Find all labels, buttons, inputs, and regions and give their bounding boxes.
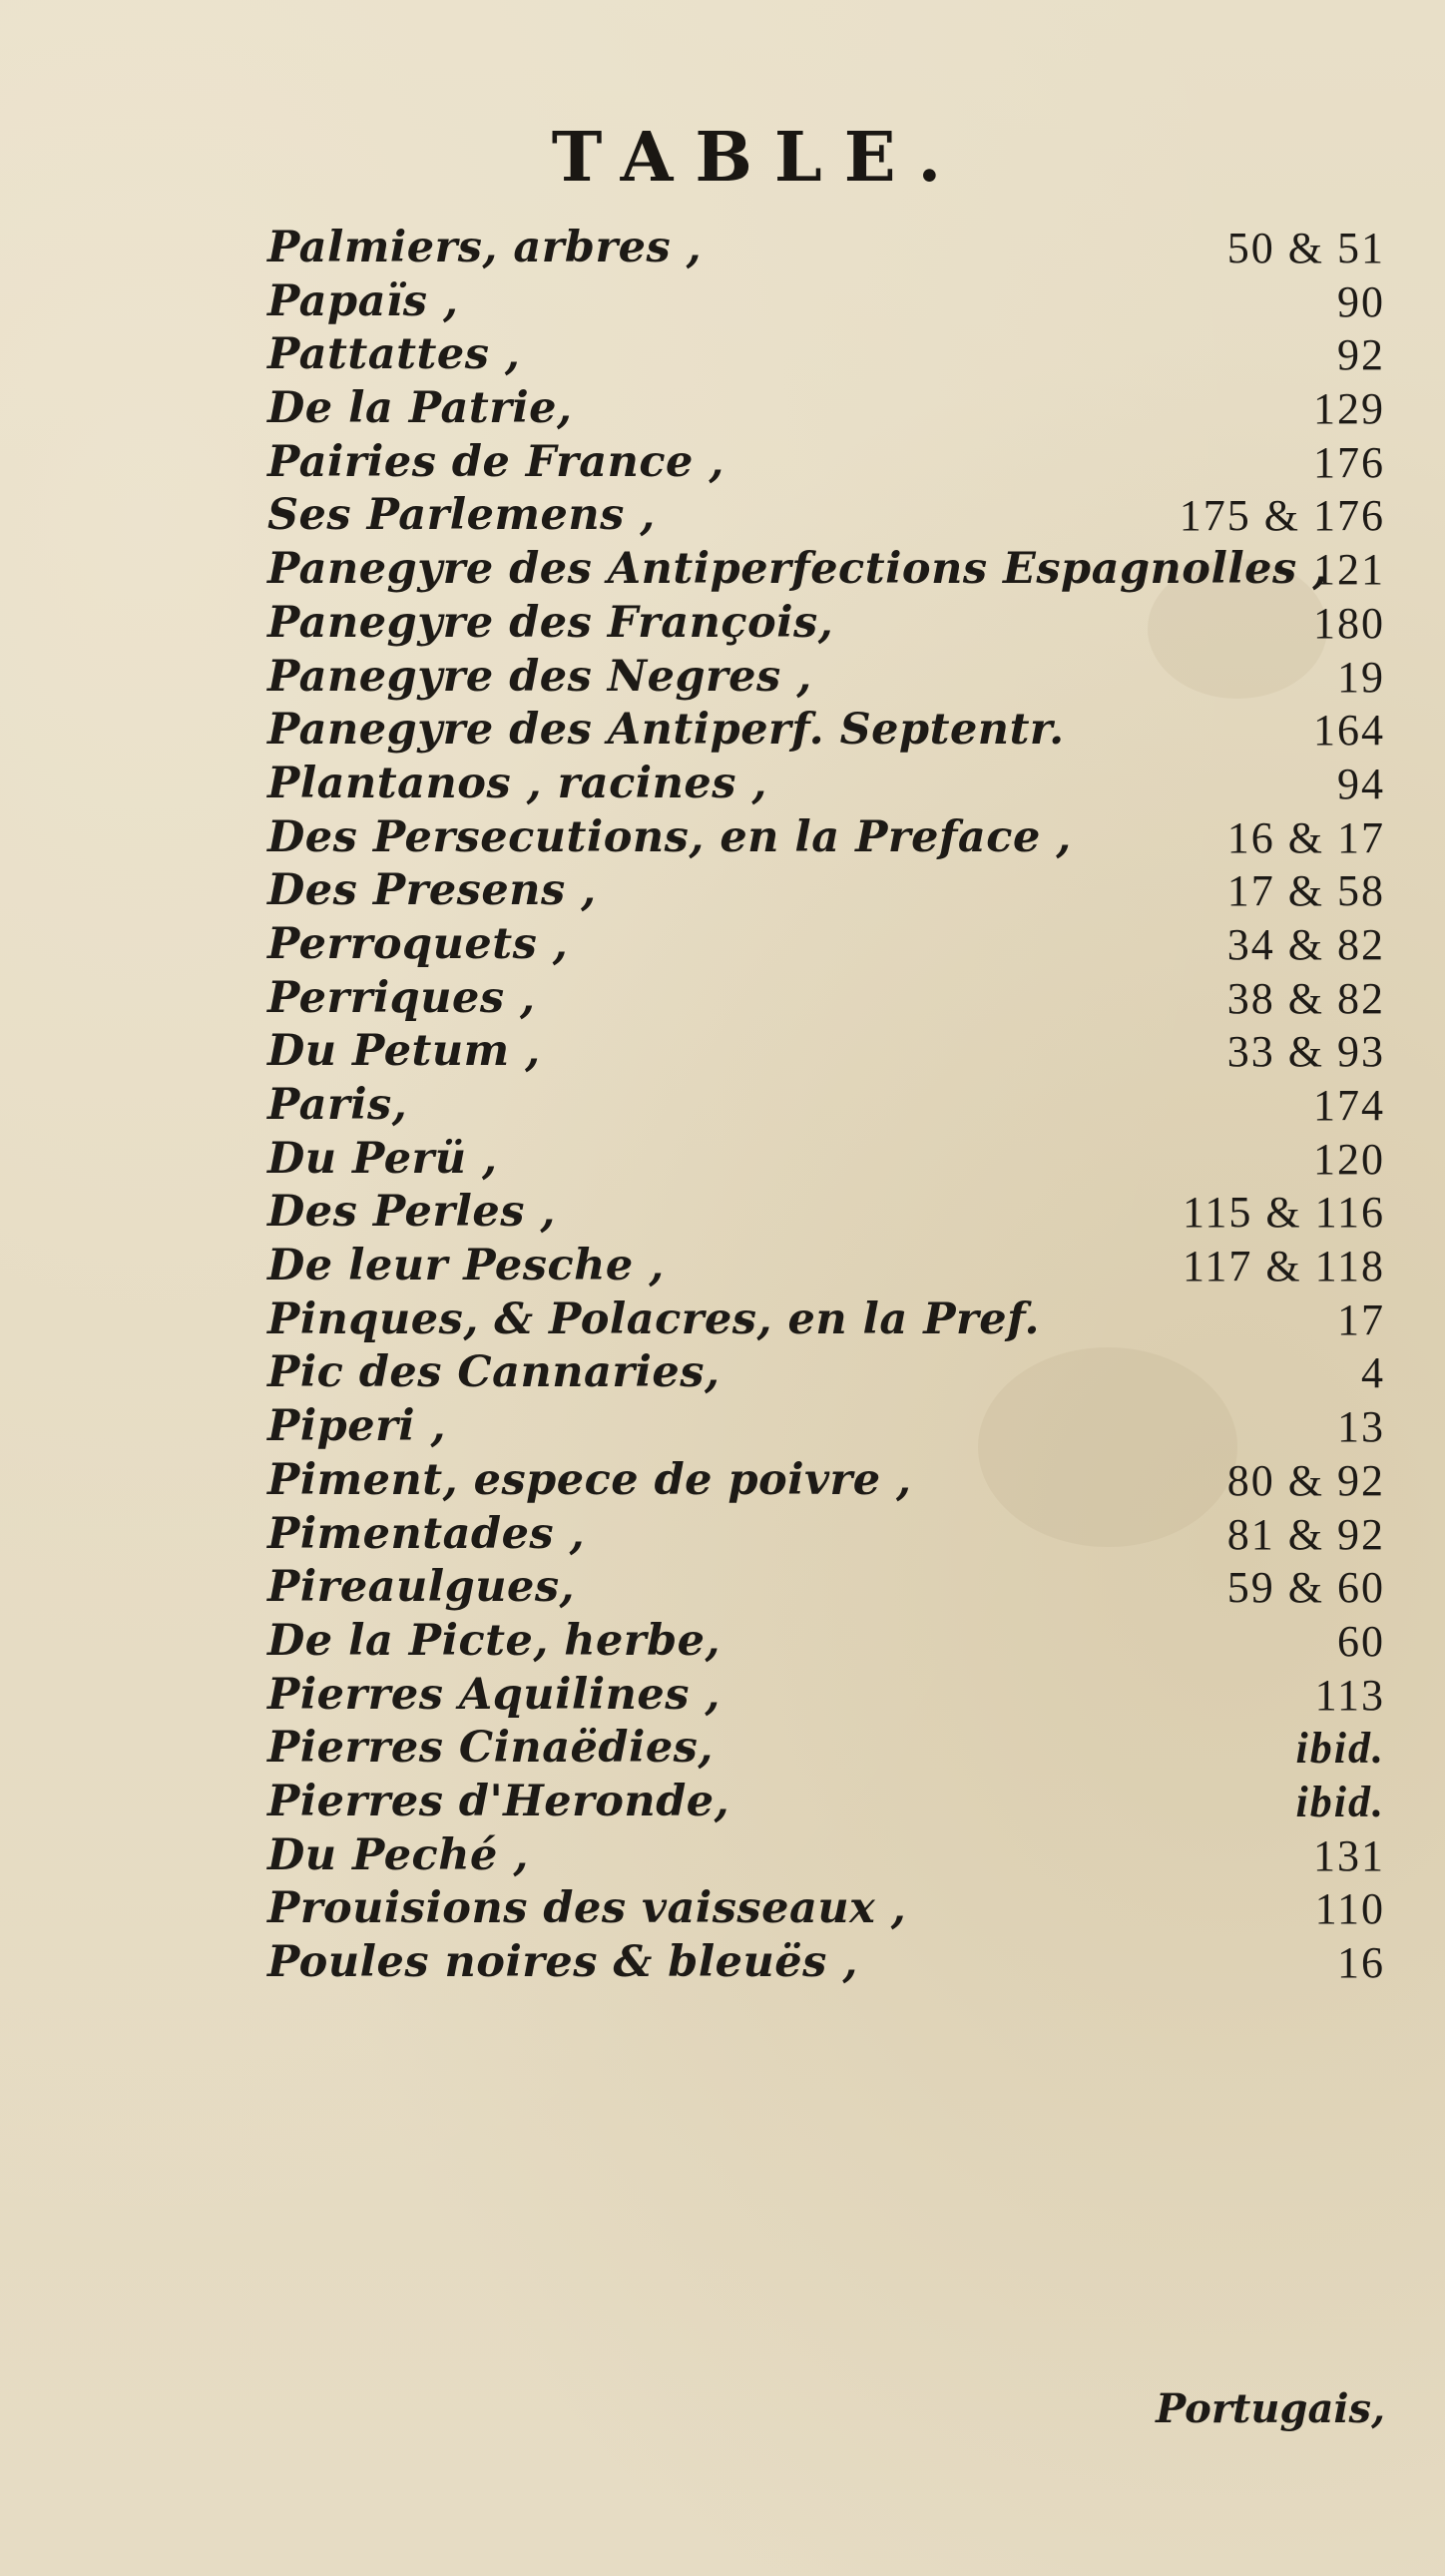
index-entry-page-number: 129 (1313, 384, 1385, 434)
index-entry-page-number: 115 & 116 (1183, 1188, 1385, 1238)
index-entry-page-number: 13 (1337, 1402, 1385, 1452)
index-entry (267, 597, 1385, 651)
index-entry (267, 1936, 1385, 1990)
index-entry-label: Prouisions des vaisseaux , (267, 1883, 907, 1934)
index-entry (267, 1829, 1385, 1883)
catchword: Portugais, (1156, 2385, 1385, 2432)
index-entry-label: Pireaulgues, (267, 1562, 576, 1613)
index-entry-label: Piperi , (267, 1401, 447, 1452)
index-entry-label: Piment, espece de poivre , (267, 1454, 912, 1505)
index-entry-label: Panegyre des Negres , (267, 651, 812, 702)
index-entry-page-number: 117 & 118 (1183, 1242, 1385, 1291)
index-entry-page-number: 80 & 92 (1226, 1455, 1385, 1505)
index-entry (267, 1669, 1385, 1723)
index-entry-label: Plantanos , racines , (267, 758, 767, 808)
index-entry (267, 222, 1385, 275)
index-entry-label: Des Perles , (267, 1187, 556, 1238)
index-entry-page-number: 121 (1313, 545, 1385, 595)
index-entry (267, 382, 1385, 436)
index-entry (267, 1882, 1385, 1936)
index-entry-page-number: 92 (1337, 330, 1385, 380)
index-entry-label: De la Picte, herbe, (267, 1615, 721, 1666)
index-entry-label: Pinques, & Polacres, en la Pref. (267, 1293, 1041, 1344)
index-entry-label: Des Persecutions, en la Preface , (267, 811, 1072, 862)
index-entry-page-number: 176 (1313, 437, 1385, 487)
index-entry-page-number: 17 & 58 (1226, 866, 1385, 916)
index-entry-label: De la Patrie, (267, 383, 573, 434)
index-entry (267, 704, 1385, 758)
index-entry (267, 1346, 1385, 1400)
index-entry-label: Papaïs , (267, 275, 459, 326)
index-entry (267, 1561, 1385, 1615)
index-entry (267, 811, 1385, 865)
index-entry-label: Pierres Cinaëdies, (267, 1723, 714, 1774)
index-entry-page-number: ibid. (1295, 1777, 1385, 1826)
index-entry-label: Du Peché , (267, 1829, 529, 1880)
index-entry-label: Pimentades , (267, 1508, 586, 1559)
index-entry (267, 1615, 1385, 1669)
page-title: TABLE. (551, 118, 964, 198)
index-entry-label: Ses Parlemens , (267, 490, 656, 541)
index-entry-label: Panegyre des Antiperfections Espagnolles , (267, 544, 1328, 595)
index-entry-page-number: 175 & 176 (1179, 491, 1385, 541)
index-entry (267, 1240, 1385, 1293)
index-entry-label: Du Perü , (267, 1133, 498, 1184)
index-entry-label: Panegyre des Antiperf. Septentr. (267, 705, 1065, 756)
index-entry (267, 1186, 1385, 1240)
index-entry (267, 1454, 1385, 1508)
index-entry-label: Paris, (267, 1080, 408, 1130)
index-entry-label: Perriques , (267, 972, 536, 1023)
index-entry-page-number: 4 (1361, 1348, 1385, 1398)
index-entry (267, 1722, 1385, 1776)
index-entry-label: Du Petum , (267, 1026, 541, 1077)
index-entry-label: Pierres Aquilines , (267, 1669, 721, 1720)
index-entry (267, 543, 1385, 597)
index-entry-page-number: 164 (1313, 706, 1385, 756)
index-entry (267, 1776, 1385, 1829)
index-entry-page-number: 110 (1314, 1884, 1385, 1934)
index-entry-page-number: 50 & 51 (1226, 224, 1385, 272)
index-entry-page-number: 33 & 93 (1226, 1027, 1385, 1077)
index-entry-label: Perroquets , (267, 918, 569, 969)
index-entry-label: De leur Pesche , (267, 1241, 665, 1291)
index-entry-label: Pairies de France , (267, 436, 724, 487)
index-entry-page-number: 94 (1337, 759, 1385, 808)
index-entry-label: Poules noires & bleuës , (267, 1937, 858, 1987)
index-entry-label: Pattattes , (267, 329, 521, 380)
index-entry-page-number: 120 (1313, 1134, 1385, 1184)
index-entry-page-number: 16 & 17 (1226, 812, 1385, 862)
index-entry (267, 972, 1385, 1026)
index-entry-label: Des Presens , (267, 865, 597, 916)
index-entry (267, 1508, 1385, 1562)
index-entry-list (267, 222, 1385, 1990)
index-entry-page-number: 19 (1337, 652, 1385, 702)
index-entry (267, 1400, 1385, 1454)
index-entry (267, 1079, 1385, 1133)
index-entry (267, 864, 1385, 918)
index-entry-page-number: ibid. (1295, 1724, 1385, 1774)
index-entry-page-number: 81 & 92 (1226, 1509, 1385, 1559)
index-entry (267, 758, 1385, 811)
index-entry (267, 1133, 1385, 1187)
index-entry-label: Pierres d'Heronde, (267, 1776, 730, 1826)
index-entry-page-number: 34 & 82 (1226, 919, 1385, 969)
index-entry (267, 1293, 1385, 1347)
index-entry-page-number: 16 (1337, 1938, 1385, 1987)
index-entry-page-number: 113 (1314, 1670, 1385, 1720)
index-entry-page-number: 131 (1313, 1830, 1385, 1880)
index-entry (267, 918, 1385, 972)
index-entry-page-number: 17 (1337, 1294, 1385, 1344)
index-entry (267, 651, 1385, 705)
index-entry-label: Pic des Cannaries, (267, 1347, 721, 1398)
index-entry-page-number: 38 & 82 (1226, 973, 1385, 1023)
index-entry (267, 436, 1385, 490)
index-entry-page-number: 174 (1313, 1081, 1385, 1130)
index-entry (267, 489, 1385, 543)
index-entry (267, 1025, 1385, 1079)
index-entry-page-number: 60 (1337, 1616, 1385, 1666)
index-entry-label: Panegyre des François, (267, 597, 834, 648)
index-entry-page-number: 59 & 60 (1226, 1563, 1385, 1613)
index-entry-page-number: 90 (1337, 276, 1385, 326)
index-entry (267, 275, 1385, 329)
index-entry-page-number: 180 (1313, 598, 1385, 648)
index-entry (267, 328, 1385, 382)
index-entry-label: Palmiers, arbres , (267, 223, 703, 272)
